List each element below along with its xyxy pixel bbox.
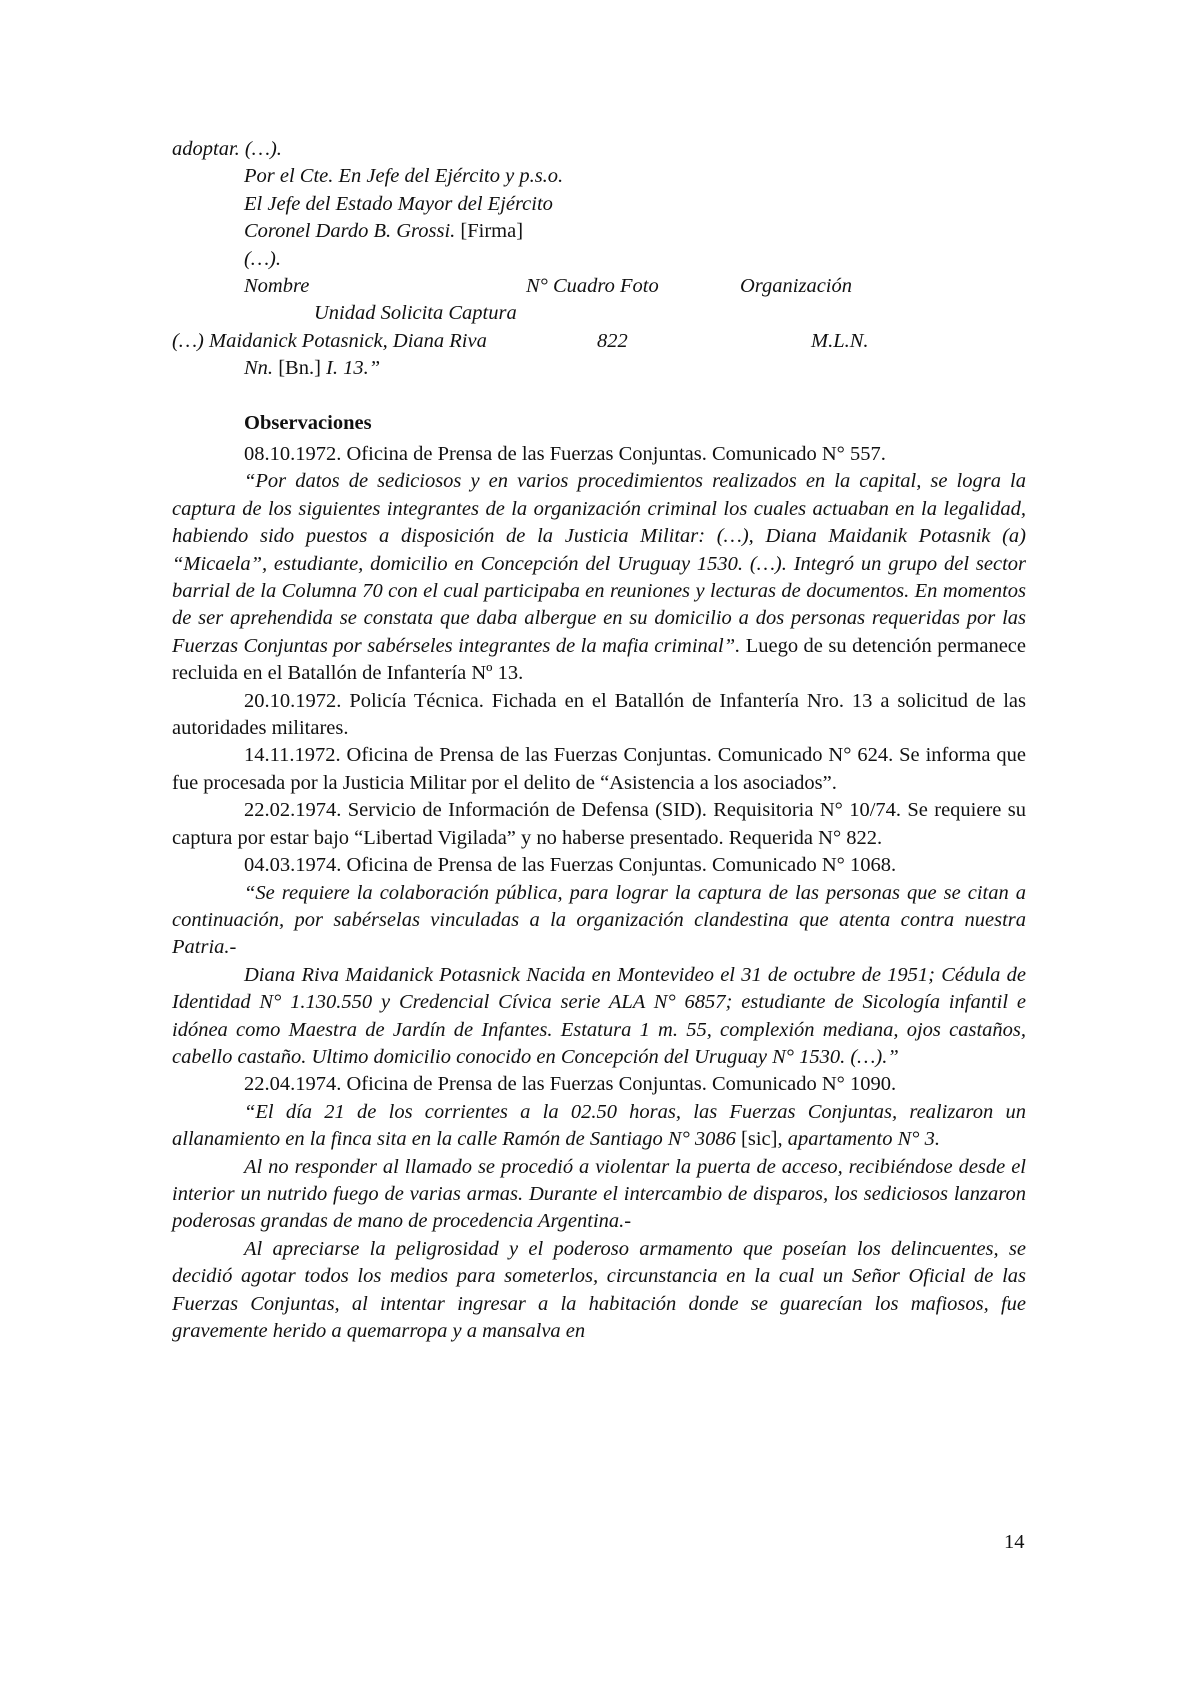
table-header-row — [172, 300, 1026, 327]
entry-6-quote: Al no responder al llamado se procedió a violentar la puerta de acceso, recibiéndose desde el interior un nutrido fuego de varias armas. Durante el intercambio de disparos, los sediciosos lanzaron poderosas grandas de mano de procedencia Argentina.- — [172, 1155, 1026, 1233]
column-organizacion: Organización — [740, 275, 852, 298]
entry-1-body: “Por datos de sediciosos y en varios procedimientos realizados en la capital, se logra la captura de los siguientes integrantes de la organización criminal los cuales actuaban en la legalidad, habiendo sido puestos a disposición de la Justicia Militar: (…), Diana Maidanik Potasnik (a) “Micaela”, estudiante, domicilio en Concepción del Uruguay 1530. (…). Integró un grupo del sector barrial de la Columna 70 con el cual participaba en reuniones y lecturas de documentos. En momentos de ser aprehendida se constata que daba albergue en su domicilio a dos personas requeridas por las Fuerzas Conjuntas por sabérseles integrantes de la mafia criminal”. Luego de su detención permanece recluida en el Batallón de Infantería Nº 13. — [172, 470, 1026, 685]
column-unidad: Unidad Solicita Captura — [314, 302, 517, 325]
ellipsis-line: (…). — [244, 247, 282, 270]
entry-5-head: 04.03.1974. Oficina de Prensa de las Fuerzas Conjuntas. Comunicado N° 1068. — [244, 854, 897, 877]
entry-6-head: 22.04.1974. Oficina de Prensa de las Fuerzas Conjuntas. Comunicado N° 1090. — [244, 1073, 897, 1096]
column-nombre: Nombre — [244, 275, 310, 298]
signature-note: [Firma] — [455, 220, 524, 243]
document-body — [172, 136, 1026, 1345]
table-header-row — [172, 273, 1026, 300]
entry-5-quote: Diana Riva Maidanick Potasnick Nacida en Montevideo el 31 de octubre de 1951; Cédula de Identidad N° 1.130.550 y Credencial Cívica serie ALA N° 6857; estudiante de Sicología infantil e idónea como Maestra de Jardín de Infantes. Estatura 1 m. 55, complexión mediana, ojos castaños, cabello castaño. Ultimo domicilio conocido en Concepción del Uruguay N° 1530. (…).” — [172, 963, 1026, 1068]
signature-line — [172, 218, 1026, 245]
text-line: adoptar. (…). — [172, 138, 282, 160]
entry-6-quote: “El día 21 de los corrientes a la 02.50 horas, las Fuerzas Conjuntas, realizaron un allanamiento en la finca sita en la calle Ramón de Santiago N° 3086 [sic], apartamento N° 3. — [172, 1100, 1026, 1151]
cell-organization: M.L.N. — [811, 329, 869, 352]
table-row — [172, 328, 1026, 355]
entry-3: 14.11.1972. Oficina de Prensa de las Fuerzas Conjuntas. Comunicado N° 624. Se informa que fue procesada por la Justicia Militar por el delito de “Asistencia a los asociados”. — [172, 744, 1026, 794]
signer-name: Coronel Dardo B. Grossi. — [244, 220, 456, 243]
entry-1-head: 08.10.1972. Oficina de Prensa de las Fuerzas Conjuntas. Comunicado N° 557. — [244, 443, 886, 466]
section-title: Observaciones — [244, 411, 372, 434]
entry-5-quote: “Se requiere la colaboración pública, para lograr la captura de las personas que se citan a continuación, por sabérselas vinculadas a la organización clandestina que atenta contra nuestra Patria.- — [172, 881, 1026, 959]
signature-line: Por el Cte. En Jefe del Ejército y p.s.o. — [244, 165, 564, 188]
entry-2: 20.10.1972. Policía Técnica. Fichada en el Batallón de Infantería Nro. 13 a solicitud de las autoridades militares. — [172, 689, 1026, 740]
cell-number: 822 — [597, 329, 628, 352]
cell-name: (…) Maidanick Potasnick, Diana Riva — [172, 329, 487, 352]
page-number: 14 — [1004, 1531, 1025, 1553]
table-row-unit: Nn. [Bn.] I. 13.” — [244, 357, 381, 380]
entry-4: 22.02.1974. Servicio de Información de Defensa (SID). Requisitoria N° 10/74. Se requiere su captura por estar bajo “Libertad Vigilada” y no haberse presentado. Requerida N° 822. — [172, 799, 1026, 849]
entry-6-quote: Al apreciarse la peligrosidad y el poderoso armamento que poseían los delincuentes, se decidió agotar todos los medios para someterlos, circunstancia en la cual un Señor Oficial de las Fuerzas Conjuntas, al intentar ingresar a la habitación donde se guarecían los mafiosos, fue gravemente herido a quemarropa y a mansalva en — [172, 1237, 1026, 1343]
column-cuadro-foto: N° Cuadro Foto — [526, 275, 659, 298]
signature-line: El Jefe del Estado Mayor del Ejército — [244, 192, 553, 215]
